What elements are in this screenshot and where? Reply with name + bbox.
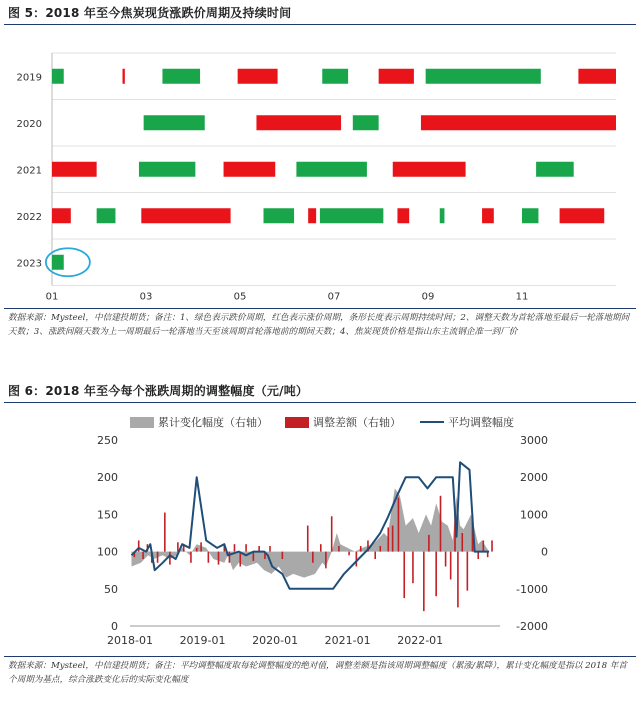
- rise-bar: [52, 162, 97, 177]
- diff-bar: [253, 552, 255, 561]
- diff-bar: [440, 496, 442, 552]
- diff-bar: [338, 546, 340, 552]
- fall-bar: [522, 208, 538, 223]
- fall-bar: [52, 255, 64, 270]
- right-axis-tick: -1000: [516, 582, 548, 596]
- rise-bar: [224, 162, 276, 177]
- timeline-x-tick: 09: [421, 291, 435, 303]
- rise-bar: [482, 208, 494, 223]
- diff-bar: [245, 544, 247, 551]
- figure6-bottom-rule: [4, 656, 636, 657]
- rise-bar: [393, 162, 466, 177]
- rise-bar: [560, 208, 605, 223]
- diff-bar: [325, 552, 327, 569]
- fall-bar: [52, 69, 64, 84]
- rise-bar: [397, 208, 409, 223]
- diff-bar: [483, 540, 485, 551]
- x-axis-tick: 2022-01: [397, 634, 444, 647]
- figure6-title: 图 6：2018 年至今每个涨跌周期的调整幅度（元/吨）: [8, 384, 309, 398]
- diff-bar: [157, 552, 159, 563]
- diff-bar: [200, 542, 202, 551]
- rise-bar: [421, 115, 616, 130]
- left-axis-tick: 50: [104, 582, 118, 596]
- rise-bar: [52, 208, 71, 223]
- left-axis-tick: 250: [97, 434, 118, 447]
- rise-bar: [256, 115, 341, 130]
- diff-bar: [164, 513, 166, 552]
- diff-bar: [403, 552, 405, 599]
- diff-bar: [477, 552, 479, 559]
- diff-bar: [356, 552, 358, 567]
- timeline-labels: [17, 72, 529, 302]
- diff-bar: [491, 540, 493, 551]
- timeline-x-tick: 05: [233, 291, 247, 303]
- diff-bar: [461, 533, 463, 552]
- rise-bar: [308, 208, 316, 223]
- diff-bar: [374, 552, 376, 559]
- diff-bar: [320, 544, 322, 551]
- left-axis-tick: 100: [97, 545, 118, 559]
- diff-bar: [467, 552, 469, 591]
- diff-bar: [169, 552, 171, 565]
- fall-bar: [296, 162, 367, 177]
- diff-bar: [379, 546, 381, 552]
- legend-diff-swatch: [285, 417, 309, 428]
- timeline-row-label: 2021: [16, 165, 42, 177]
- rise-bar: [238, 69, 278, 84]
- diff-bar: [445, 552, 447, 567]
- right-axis-tick: 2000: [520, 471, 548, 485]
- diff-bar: [138, 540, 140, 551]
- figure6-title-rule: [4, 402, 636, 403]
- figure6-note: 数据来源：Mysteel，中信建投期货；备注：平均调整幅度取每轮调整幅度的绝对值，调整差额是指该周期调整幅度（累涨/累降），累计变化幅度是指以 2018 年首个周期为基点，综合涨跌变化后的实际变化幅度: [8, 661, 627, 685]
- diff-bar: [196, 548, 198, 552]
- diff-bar: [218, 552, 220, 565]
- rise-bar: [578, 69, 616, 84]
- left-axis-tick: 150: [97, 508, 118, 522]
- fall-bar: [264, 208, 295, 223]
- diff-bar: [457, 552, 459, 608]
- diff-bar: [229, 552, 231, 563]
- legend-diff: [285, 414, 401, 430]
- timeline-x-tick: 01: [45, 291, 59, 303]
- combo-chart: [0, 430, 640, 660]
- figure5-bottom-rule: [4, 308, 636, 309]
- diff-bar: [190, 552, 192, 563]
- timeline-row-label: 2019: [16, 72, 42, 84]
- fall-bar: [440, 208, 445, 223]
- diff-bar: [234, 544, 236, 551]
- diff-bar: [450, 552, 452, 580]
- diff-bar: [208, 552, 210, 563]
- diff-bar: [412, 552, 414, 584]
- timeline-row-label: 2022: [16, 211, 42, 223]
- timeline-x-tick: 07: [327, 291, 341, 303]
- fall-bar: [97, 208, 116, 223]
- figure5-note: 数据来源：Mysteel，中信建投期货；备注：1、绿色表示跌价周期，红色表示涨价周期，条形长度表示周期持续时间；2、调整天数为首轮落地至最后一轮落地期间天数；3、涨跌间隔天数为上一周期最后一轮落地当天至该周期首轮落地前的期间天数；4、焦炭现货价格是指山东主流钢企准一到厂价: [8, 313, 630, 337]
- combo-legend: [0, 414, 640, 430]
- right-axis-tick: 3000: [520, 434, 548, 447]
- legend-diff-label: 调整差额（右轴）: [313, 416, 401, 429]
- figure5-title-rule: [4, 24, 636, 25]
- fall-bar: [322, 69, 348, 84]
- diff-bar: [428, 535, 430, 552]
- legend-avg-label: 平均调整幅度: [448, 416, 514, 429]
- diff-bar: [387, 527, 389, 551]
- x-axis-tick: 2021-01: [324, 634, 371, 647]
- diff-bar: [312, 552, 314, 563]
- diff-bar: [239, 552, 241, 567]
- rise-bar: [141, 208, 230, 223]
- x-axis-tick: 2018-01: [107, 634, 153, 647]
- rise-bar: [379, 69, 414, 84]
- fall-bar: [536, 162, 574, 177]
- legend-cumulative-swatch: [130, 417, 154, 428]
- fall-bar: [139, 162, 195, 177]
- fall-bar: [426, 69, 541, 84]
- diff-bar: [269, 546, 271, 552]
- timeline-chart: [0, 26, 640, 314]
- fall-bar: [353, 115, 379, 130]
- fall-bar: [144, 115, 205, 130]
- x-axis-tick: 2020-01: [252, 634, 299, 647]
- diff-bar: [348, 552, 350, 556]
- legend-cumulative-label: 累计变化幅度（右轴）: [158, 416, 268, 429]
- diff-bar: [360, 546, 362, 552]
- right-axis-tick: 0: [541, 545, 548, 559]
- diff-bar: [423, 552, 425, 612]
- legend-avg: [420, 414, 514, 430]
- fall-bar: [162, 69, 200, 84]
- legend-cumulative: [130, 414, 268, 430]
- figure5-title: 图 5：2018 年至今焦炭现货涨跌价周期及持续时间: [8, 6, 292, 20]
- left-axis-tick: 0: [111, 620, 118, 633]
- diff-bar: [177, 542, 179, 551]
- diff-bar: [398, 498, 400, 552]
- timeline-row-label: 2023: [16, 258, 42, 270]
- diff-bar: [435, 552, 437, 597]
- fall-bar: [320, 208, 383, 223]
- timeline-x-tick: 03: [139, 291, 153, 303]
- x-axis-tick: 2019-01: [179, 634, 226, 647]
- diff-bar: [282, 552, 284, 559]
- diff-bar: [307, 526, 309, 552]
- legend-avg-swatch: [420, 421, 444, 423]
- right-axis-tick: 1000: [520, 508, 548, 522]
- diff-bar: [331, 516, 333, 551]
- right-axis-tick: -2000: [516, 620, 548, 633]
- timeline-row-label: 2020: [16, 118, 42, 130]
- left-axis-tick: 200: [97, 471, 118, 485]
- rise-bar: [123, 69, 125, 84]
- diff-bar: [142, 552, 144, 559]
- diff-bar: [392, 526, 394, 552]
- timeline-x-tick: 11: [515, 291, 529, 303]
